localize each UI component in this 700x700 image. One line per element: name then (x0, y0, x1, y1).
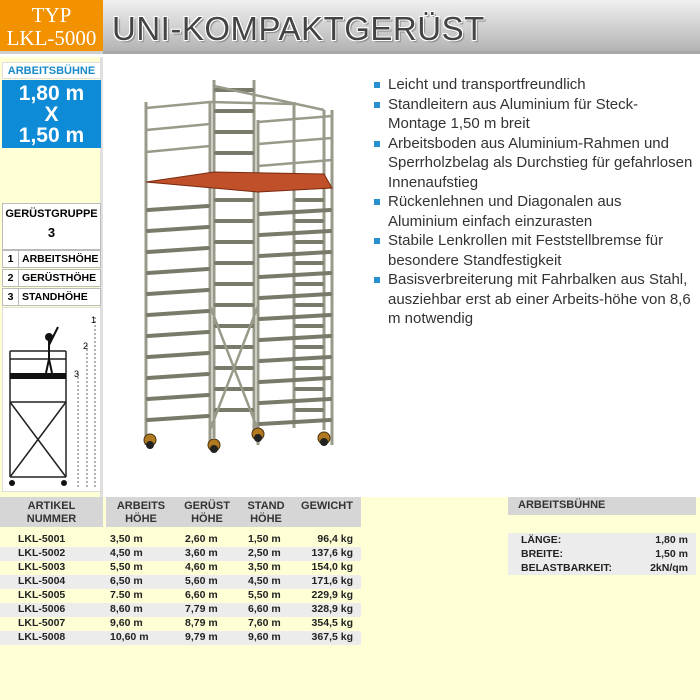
cell-arbeitshoehe: 9,60 m (110, 617, 143, 629)
cell-standhoehe: 2,50 m (248, 547, 281, 559)
cell-artikel-nummer: LKL-5002 (18, 547, 66, 559)
table-header-geruesthoehe (178, 500, 236, 526)
cell-artikel-nummer: LKL-5008 (18, 631, 66, 643)
platform-width: 1,50 m (18, 124, 85, 147)
table-row (0, 533, 361, 547)
page-title: UNI-KOMPAKTGERÜST (112, 10, 485, 47)
table-header-arbeitshoehe (110, 500, 172, 526)
feature-item: Standleitern aus Aluminium für Steck-Montage 1,50 m breit (374, 95, 694, 134)
cell-arbeitshoehe: 4,50 m (110, 547, 143, 559)
table-row (0, 575, 361, 589)
type-badge-line1: TYP (31, 3, 72, 27)
spec-row (508, 547, 696, 561)
group-legend-row (2, 269, 101, 287)
type-badge-line2: LKL-5000 (6, 26, 97, 50)
spec-value: 1,80 m (655, 534, 688, 546)
cell-standhoehe: 7,60 m (248, 617, 281, 629)
header-line: HÖHE (191, 513, 223, 525)
table-row (0, 589, 361, 603)
header-line: STAND (247, 500, 285, 512)
cell-gewicht: 229,9 kg (311, 589, 353, 601)
legend-label: ARBEITSHÖHE (22, 253, 99, 265)
cell-artikel-nummer: LKL-5004 (18, 575, 66, 587)
scaffold-illustration (110, 60, 360, 495)
cell-geruesthoehe: 7,79 m (185, 603, 218, 615)
header-line: GERÜST (184, 500, 230, 512)
cell-arbeitshoehe: 6,50 m (110, 575, 143, 587)
header-line: GEWICHT (301, 500, 353, 512)
cell-geruesthoehe: 5,60 m (185, 575, 218, 587)
cell-geruesthoehe: 6,60 m (185, 589, 218, 601)
legend-number: 3 (3, 289, 19, 305)
diagram-mark: 3 (74, 369, 80, 379)
cell-artikel-nummer: LKL-5007 (18, 617, 66, 629)
cell-geruesthoehe: 2,60 m (185, 533, 218, 545)
header-line: ARBEITS (116, 500, 166, 512)
group-legend-row (2, 250, 101, 268)
cell-artikel-nummer: LKL-5006 (18, 603, 66, 615)
cell-geruesthoehe: 8,79 m (185, 617, 218, 629)
cell-geruesthoehe: 4,60 m (185, 561, 218, 573)
cell-standhoehe: 3,50 m (248, 561, 281, 573)
cell-gewicht: 154,0 kg (311, 561, 353, 573)
cell-standhoehe: 5,50 m (248, 589, 281, 601)
cell-gewicht: 354,5 kg (311, 617, 353, 629)
diagram-deck (10, 373, 66, 379)
type-badge (0, 0, 103, 54)
spec-row (508, 533, 696, 547)
spec-label: BREITE: (521, 548, 563, 560)
feature-item: Stabile Lenkrollen mit Feststellbremse für besondere Standfestigkeit (374, 231, 694, 270)
scaffold-deck (146, 172, 332, 192)
legend-label: GERÜSTHÖHE (22, 272, 97, 284)
cell-gewicht: 328,9 kg (311, 603, 353, 615)
feature-item: Rückenlehnen und Diagonalen aus Aluminium einfach einzurasten (374, 192, 694, 231)
spec-value: 1,50 m (655, 548, 688, 560)
table-row (0, 603, 361, 617)
cell-standhoehe: 1,50 m (248, 533, 281, 545)
cell-gewicht: 137,6 kg (311, 547, 353, 559)
spec-label: LÄNGE: (521, 534, 562, 546)
legend-label: STANDHÖHE (22, 291, 88, 303)
cell-geruesthoehe: 9,79 m (185, 631, 218, 643)
cell-geruesthoehe: 3,60 m (185, 547, 218, 559)
header-line: NUMMER (26, 513, 77, 525)
feature-list (374, 75, 694, 329)
table-row (0, 617, 361, 631)
header-line: HÖHE (125, 513, 157, 525)
cell-standhoehe: 6,60 m (248, 603, 281, 615)
cell-gewicht: 367,5 kg (311, 631, 353, 643)
feature-item: Arbeitsboden aus Aluminium-Rahmen und Sperrholzbelag als Durchstieg für gefahrlosen Innenaufstieg (374, 134, 694, 193)
diagram-mark: 1 (91, 315, 97, 325)
legend-number: 1 (3, 251, 19, 267)
cell-standhoehe: 9,60 m (248, 631, 281, 643)
spec-heading: ARBEITSBÜHNE (508, 497, 696, 515)
header-line: HÖHE (250, 513, 282, 525)
header-line: ARTIKEL (27, 500, 76, 512)
group-number: 3 (47, 225, 56, 240)
table-row (0, 547, 361, 561)
feature-item: Basisverbreiterung mit Fahrbalken aus Stahl, ausziehbar erst ab einer Arbeits-höhe von 8,6 m notwendig (374, 270, 694, 329)
cell-arbeitshoehe: 3,50 m (110, 533, 143, 545)
table-header-standhoehe (242, 500, 290, 526)
platform-dimensions (2, 80, 101, 148)
cell-arbeitshoehe: 7.50 m (110, 589, 143, 601)
cell-gewicht: 171,6 kg (311, 575, 353, 587)
group-heading: GERÜSTGRUPPE (5, 208, 98, 220)
height-diagram (2, 307, 101, 492)
cell-arbeitshoehe: 5,50 m (110, 561, 143, 573)
platform-length: 1,80 m (18, 82, 85, 105)
cell-standhoehe: 4,50 m (248, 575, 281, 587)
table-row (0, 561, 361, 575)
cell-gewicht: 96,4 kg (317, 533, 353, 545)
cell-artikel-nummer: LKL-5003 (18, 561, 66, 573)
cell-artikel-nummer: LKL-5005 (18, 589, 66, 601)
cell-arbeitshoehe: 8,60 m (110, 603, 143, 615)
table-header-values (106, 497, 361, 527)
cell-arbeitshoehe: 10,60 m (110, 631, 149, 643)
spec-value: 2kN/qm (650, 562, 688, 574)
legend-number: 2 (3, 270, 19, 286)
feature-item: Leicht und transportfreundlich (374, 75, 694, 95)
group-legend-row (2, 288, 101, 306)
group-box (2, 203, 101, 250)
platform-heading: ARBEITSBÜHNE (2, 62, 101, 79)
platform-x: X (44, 103, 59, 126)
diagram-mark: 2 (83, 341, 89, 351)
table-header-artikel (0, 497, 103, 527)
spec-row (508, 561, 696, 575)
cell-artikel-nummer: LKL-5001 (18, 533, 66, 545)
table-header-gewicht (296, 500, 358, 513)
table-row (0, 631, 361, 645)
spec-label: BELASTBARKEIT: (521, 562, 612, 574)
